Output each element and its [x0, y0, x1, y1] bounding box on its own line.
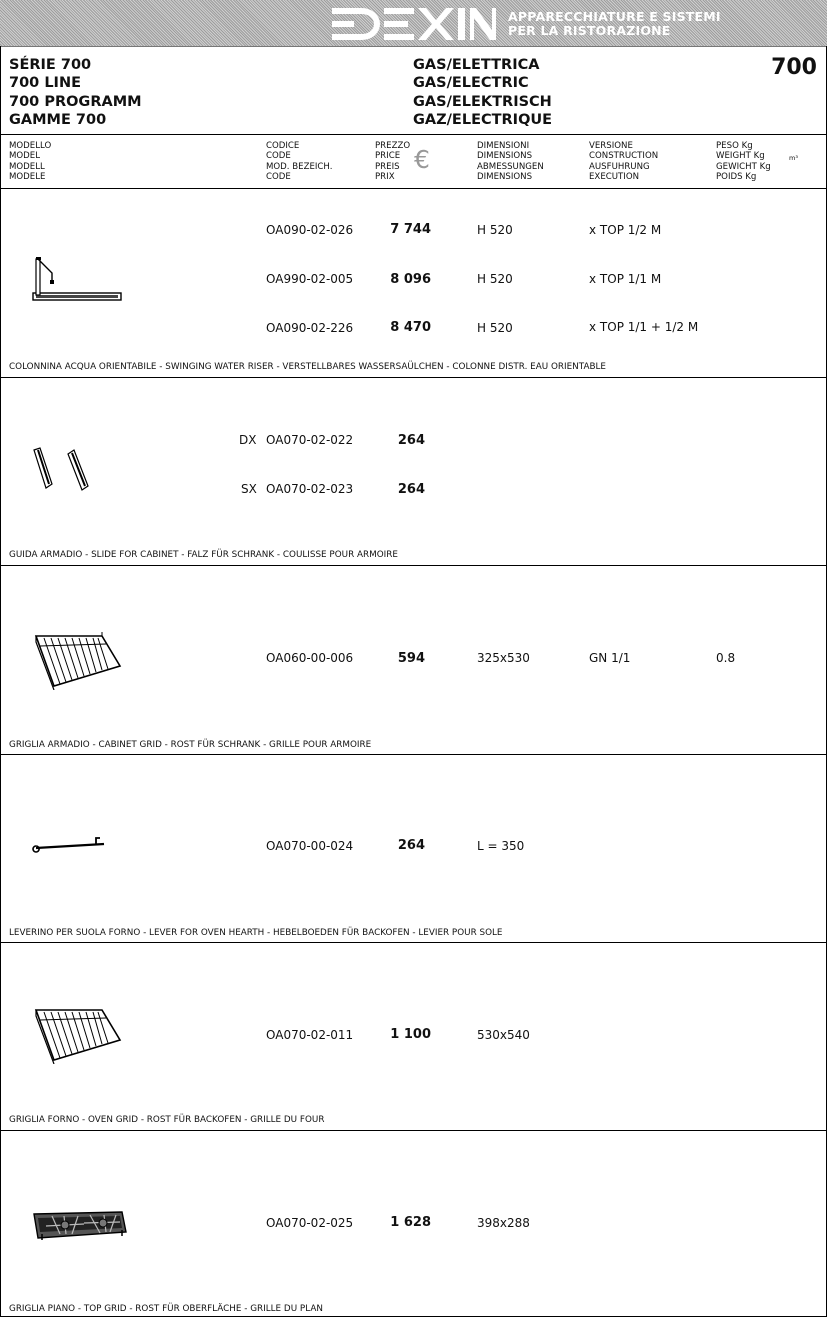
product-dimensions: L = 350: [477, 839, 525, 853]
product-code: OA070-02-011: [266, 1028, 354, 1042]
oven-grid-icon: [32, 1006, 124, 1064]
column-weight: [716, 141, 771, 182]
power-line: GAZ/ELECTRIQUE: [413, 111, 553, 128]
column-label: CODE: [266, 171, 291, 182]
column-code: [266, 141, 332, 182]
column-label: AUSFUHRUNG: [589, 161, 650, 172]
product-dimensions: 530x540: [477, 1028, 530, 1042]
power-line: GAS/ELEKTRISCH: [413, 93, 552, 110]
divider: [0, 754, 827, 755]
power-line: GAS/ELECTRIC: [413, 75, 529, 92]
column-label: DIMENSIONS: [477, 151, 533, 162]
column-label: MODELLO: [9, 141, 52, 151]
column-label: MODELE: [9, 171, 46, 182]
series-line: SÉRIE 700: [9, 57, 92, 73]
product-price: 1 628: [390, 1215, 431, 1230]
divider: [0, 565, 827, 566]
column-label: DIMENSIONS: [477, 171, 533, 182]
product-code: OA070-00-024: [266, 839, 354, 853]
product-code: OA090-02-026: [266, 223, 354, 237]
product-code: OA060-00-006: [266, 651, 354, 665]
column-dimensions: [477, 141, 544, 182]
section-description: GRIGLIA PIANO - TOP GRID - ROST FÜR OBERFLÄCHE - GRILLE DU PLAN: [9, 1304, 323, 1314]
volume-unit: m³: [789, 154, 798, 162]
dexion-logo: [330, 4, 496, 44]
divider: [0, 1130, 827, 1131]
side-label: DX: [239, 433, 257, 447]
product-dimensions: H 520: [477, 272, 513, 286]
column-label: MODEL: [9, 151, 41, 162]
power-line: GAS/ELETTRICA: [413, 57, 540, 73]
column-label: VERSIONE: [589, 141, 633, 151]
column-label: PRIX: [375, 171, 395, 182]
product-price: 7 744: [390, 222, 431, 237]
series-line: 700 PROGRAMM: [9, 93, 142, 110]
column-label: ABMESSUNGEN: [477, 161, 544, 172]
power-type-title: [413, 56, 552, 129]
column-label: PREZZO: [375, 141, 411, 151]
product-price: 594: [397, 651, 425, 666]
column-label: PESO Kg: [716, 141, 753, 151]
product-code: OA070-02-023: [266, 482, 354, 496]
product-code: OA070-02-022: [266, 433, 354, 447]
section-description: GUIDA ARMADIO - SLIDE FOR CABINET - FALZ FÜR SCHRANK - COULISSE POUR ARMOIRE: [9, 550, 398, 560]
tagline-line-2: PER LA RISTORAZIONE: [508, 23, 671, 38]
column-label: MODELL: [9, 161, 45, 172]
column-label: CODICE: [266, 141, 300, 151]
series-line: 700 LINE: [9, 75, 81, 92]
column-model: [9, 141, 51, 182]
series-number: 700: [771, 55, 817, 80]
divider: [0, 134, 827, 135]
top-grid-icon: [32, 1204, 128, 1244]
divider: [0, 377, 827, 378]
product-price: 8 470: [390, 320, 431, 335]
product-version: x TOP 1/2 M: [589, 223, 662, 237]
column-label: GEWICHT Kg: [716, 161, 771, 172]
column-version: [589, 141, 658, 182]
product-price: 8 096: [390, 272, 431, 287]
divider: [0, 942, 827, 943]
section-description: GRIGLIA FORNO - OVEN GRID - ROST FÜR BACKOFEN - GRILLE DU FOUR: [9, 1115, 325, 1125]
series-line: GAMME 700: [9, 111, 107, 128]
product-weight: 0.8: [716, 651, 736, 665]
column-label: CODE: [266, 151, 291, 162]
product-code: OA070-02-025: [266, 1216, 354, 1230]
column-label: MOD. BEZEICH.: [266, 161, 333, 172]
column-label: POIDS Kg: [716, 171, 757, 182]
header-banner: [0, 0, 827, 47]
section-description: COLONNINA ACQUA ORIENTABILE - SWINGING WATER RISER - VERSTELLBARES WASSERSAÜLCHEN - COLONNE DISTR. EAU ORIENTABLE: [9, 362, 606, 372]
product-price: 264: [397, 838, 425, 853]
product-dimensions: H 520: [477, 223, 513, 237]
product-version: GN 1/1: [589, 651, 631, 665]
cabinet-slide-icon: [30, 446, 96, 494]
column-label: PRICE: [375, 151, 401, 162]
product-dimensions: 398x288: [477, 1216, 530, 1230]
tagline-line-1: APPARECCHIATURE E SISTEMI: [508, 9, 721, 24]
product-version: x TOP 1/1 + 1/2 M: [589, 320, 699, 334]
product-version: x TOP 1/1 M: [589, 272, 662, 286]
product-price: 1 100: [390, 1027, 431, 1042]
column-label: WEIGHT Kg: [716, 151, 765, 162]
water-riser-icon: [30, 255, 125, 307]
column-label: CONSTRUCTION: [589, 151, 659, 162]
euro-symbol: €: [414, 145, 430, 174]
product-code: OA090-02-226: [266, 321, 354, 335]
column-label: EXECUTION: [589, 171, 640, 182]
column-label: PREIS: [375, 161, 400, 172]
product-price: 264: [397, 433, 425, 448]
cabinet-grid-icon: [32, 632, 124, 690]
column-price: [375, 141, 410, 182]
oven-lever-icon: [32, 835, 110, 855]
product-dimensions: H 520: [477, 321, 513, 335]
section-description: GRIGLIA ARMADIO - CABINET GRID - ROST FÜR SCHRANK - GRILLE POUR ARMOIRE: [9, 740, 372, 750]
product-price: 264: [397, 482, 425, 497]
column-label: DIMENSIONI: [477, 141, 530, 151]
series-title: [9, 56, 142, 129]
product-dimensions: 325x530: [477, 651, 530, 665]
divider: [0, 188, 827, 189]
product-code: OA990-02-005: [266, 272, 354, 286]
side-label: SX: [241, 482, 257, 496]
section-description: LEVERINO PER SUOLA FORNO - LEVER FOR OVEN HEARTH - HEBELBOEDEN FÜR BACKOFEN - LEVIER POUR SOLE: [9, 928, 503, 938]
